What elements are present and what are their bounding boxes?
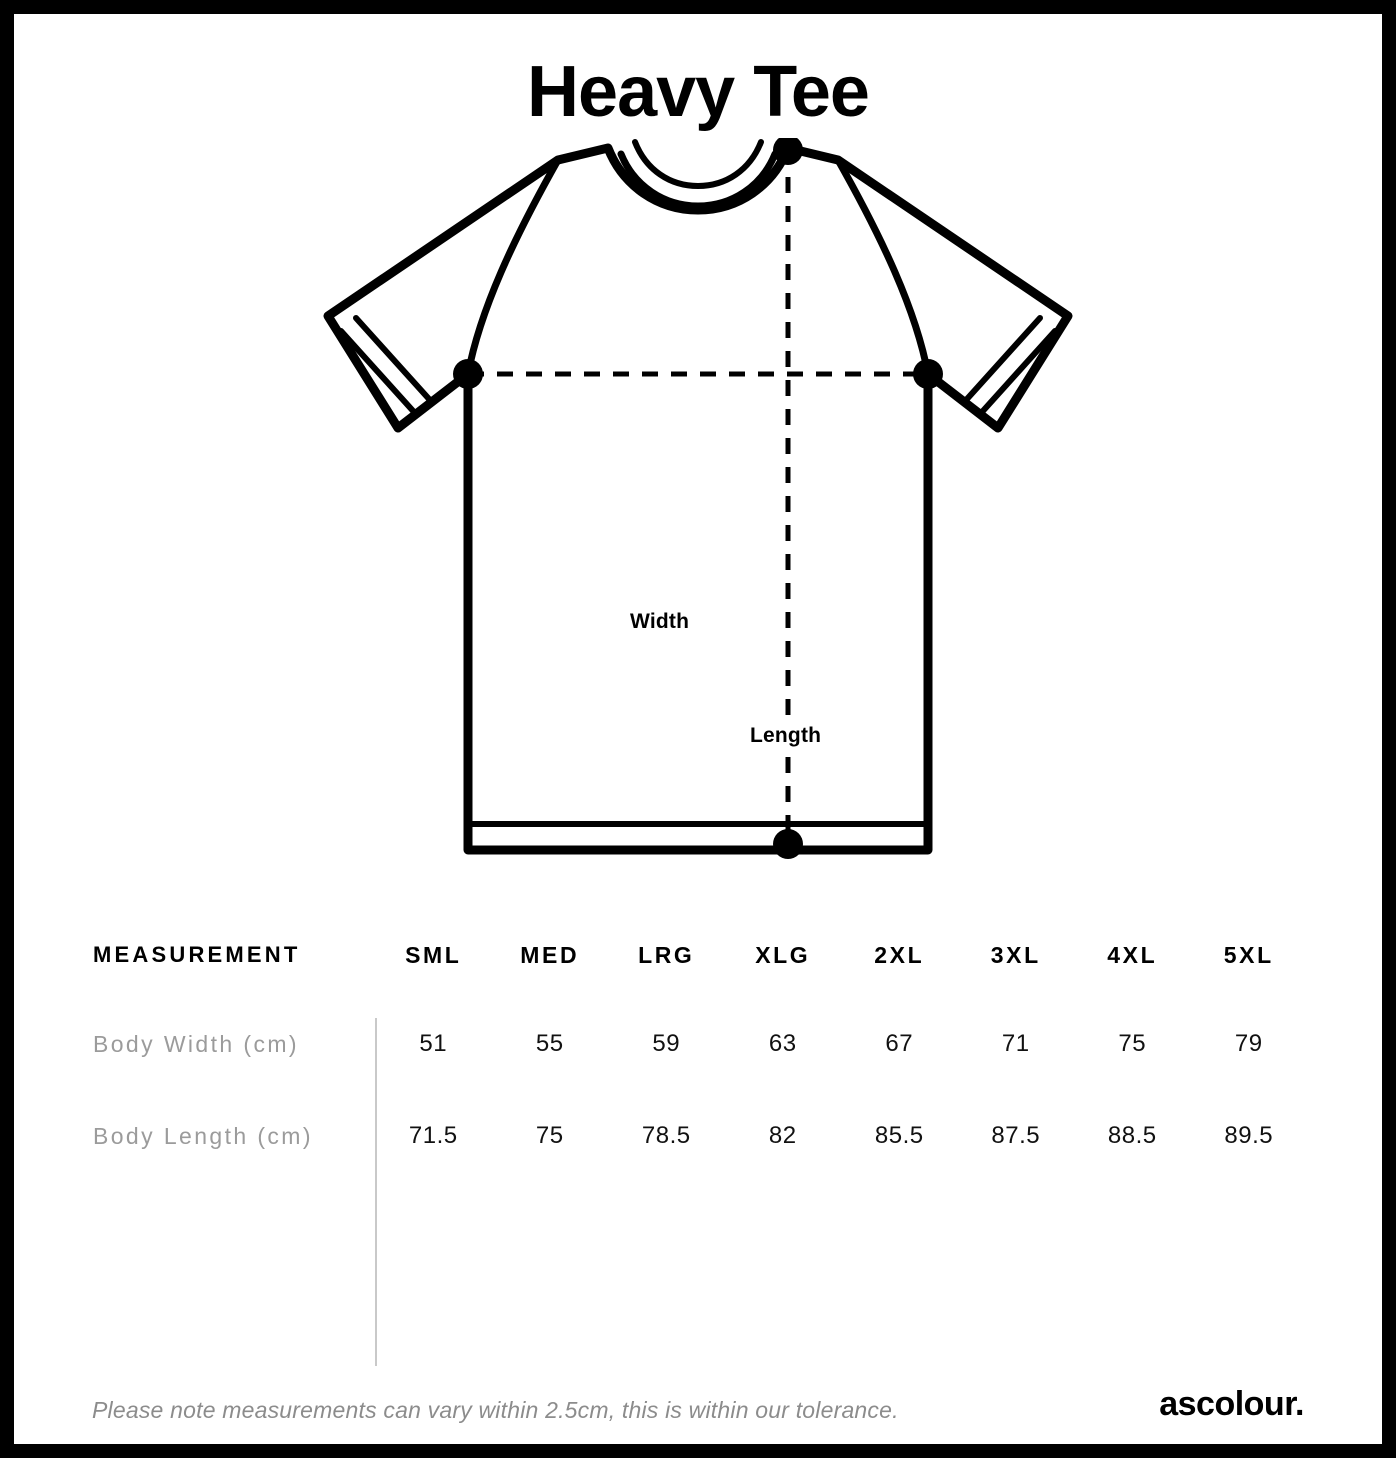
header-size-lrg: LRG bbox=[638, 941, 695, 968]
body-length-5xl: 89.5 bbox=[1224, 1122, 1274, 1149]
body-width-xlg: 63 bbox=[768, 1030, 797, 1057]
tshirt-outline-icon bbox=[278, 138, 1118, 878]
header-size-3xl: 3XL bbox=[990, 941, 1041, 968]
body-length-xlg: 82 bbox=[768, 1122, 797, 1149]
length-label: Length bbox=[742, 724, 829, 748]
header-size-sml: SML bbox=[405, 941, 462, 968]
body-length-med: 75 bbox=[535, 1122, 564, 1149]
row-label-body-length: Body Length (cm) bbox=[93, 1122, 313, 1149]
body-length-sml: 71.5 bbox=[408, 1122, 458, 1149]
footer bbox=[14, 1385, 1382, 1424]
body-length-4xl: 88.5 bbox=[1107, 1122, 1157, 1149]
table-divider bbox=[375, 1018, 377, 1366]
size-table bbox=[89, 912, 1307, 1182]
header-measurement: MEASUREMENT bbox=[93, 942, 301, 967]
table-row bbox=[89, 1090, 1307, 1182]
body-length-3xl: 87.5 bbox=[991, 1122, 1041, 1149]
measurement-endpoints bbox=[453, 138, 943, 859]
table-row bbox=[89, 998, 1307, 1090]
body-width-sml: 51 bbox=[419, 1030, 448, 1057]
header-size-med: MED bbox=[520, 941, 580, 968]
body-length-2xl: 85.5 bbox=[874, 1122, 924, 1149]
header-size-xlg: XLG bbox=[755, 941, 811, 968]
body-width-5xl: 79 bbox=[1234, 1030, 1263, 1057]
header-size-4xl: 4XL bbox=[1107, 941, 1158, 968]
tolerance-note: Please note measurements can vary within 2.5cm, this is within our tolerance. bbox=[92, 1397, 899, 1423]
table-header-row bbox=[89, 912, 1307, 998]
width-label: Width bbox=[622, 610, 697, 634]
row-label-body-width: Body Width (cm) bbox=[93, 1030, 299, 1057]
body-width-2xl: 67 bbox=[885, 1030, 914, 1057]
header-size-2xl: 2XL bbox=[874, 941, 925, 968]
body-width-lrg: 59 bbox=[652, 1030, 681, 1057]
brand-logo: ascolour. bbox=[1159, 1385, 1304, 1423]
garment-diagram bbox=[14, 138, 1382, 898]
body-width-med: 55 bbox=[535, 1030, 564, 1057]
body-width-4xl: 75 bbox=[1118, 1030, 1147, 1057]
body-length-lrg: 78.5 bbox=[641, 1122, 691, 1149]
header-size-5xl: 5XL bbox=[1223, 941, 1274, 968]
body-width-3xl: 71 bbox=[1001, 1030, 1030, 1057]
page-title: Heavy Tee bbox=[527, 52, 869, 132]
page-inner bbox=[14, 52, 1382, 1458]
